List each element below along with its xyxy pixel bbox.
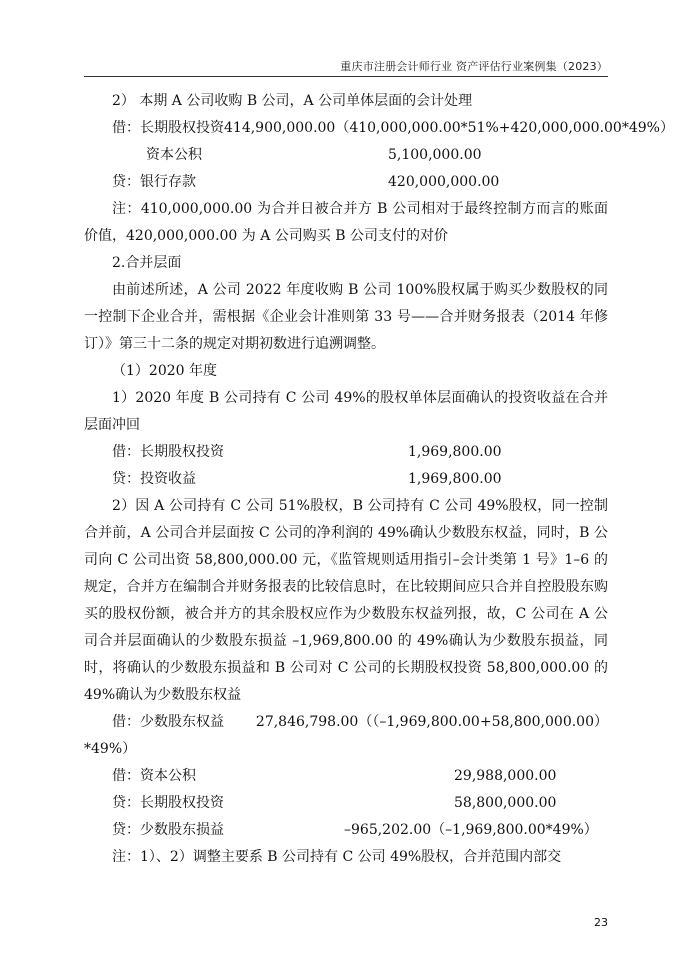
entry-label: 贷：银行存款 bbox=[112, 174, 196, 190]
item-1: 1）2020 年度 B 公司持有 C 公司 49%的股权单体层面确认的投资收益在合并层面冲回 bbox=[84, 390, 608, 433]
entry-label: 借：资本公积 bbox=[112, 768, 196, 784]
entry-amount: –965,202.00（–1,969,800.00*49%） bbox=[344, 822, 598, 838]
note-2: 注：1）、2）调整主要系 B 公司持有 C 公司 49%股权，合并范围内部交 bbox=[112, 849, 562, 865]
entry-amount: 1,969,800.00 bbox=[408, 471, 502, 487]
entry-continuation: *49%） bbox=[84, 741, 137, 757]
entry-label: 贷：长期股权投资 bbox=[112, 795, 224, 811]
page-number: 23 bbox=[594, 916, 608, 929]
paragraph-retrospective: 由前述所述，A 公司 2022 年度收购 B 公司 100%股权属于购买少数股权的同一控制下企业合并，需根据《企业会计准则第 33 号——合并财务报表（2014 年修订）》第三十二条的规定对期初数进行追溯调整。 bbox=[84, 282, 608, 352]
entry-amount: 5,100,000.00 bbox=[388, 147, 482, 163]
step-heading-2: 2） 本期 A 公司收购 B 公司，A 公司单体层面的会计处理 bbox=[112, 93, 473, 109]
journal-entry-debit-capital-reserve bbox=[84, 763, 608, 790]
journal-entry-debit-ltei bbox=[84, 115, 674, 142]
entry-label: 借：少数股东权益 bbox=[112, 714, 224, 730]
item-2: 2）因 A 公司持有 C 公司 51%股权，B 公司持有 C 公司 49%股权，同一控制合并前，A 公司合并层面按 C 公司的净利润的 49%确认少数股东权益，同时，B 公司向 C 公司出资 58,800,000.00 元，《监管规则适用指引–会计类第 1 号》1–6 的规定，合并方在编制合并财务报表的比较信息时，在比较期间应只合并自控股股东购买的股权份额，被合并方的其余股权应作为少数股东权益列报，故，C 公司在 A 公司合并层面确认的少数股东损益 –1,969,800.00 的 49%确认为少数股东损益，同时，将确认的少数股东损益和 B 公司对 C 公司的长期股权投资 58,800,000.00 的 49%确认为少数股东权益 bbox=[84, 498, 608, 703]
entry-label: 贷：投资收益 bbox=[112, 471, 196, 487]
section-heading-consolidated: 2.合并层面 bbox=[112, 255, 182, 271]
page-body bbox=[84, 88, 674, 871]
entry-amount: 58,800,000.00 bbox=[454, 795, 557, 811]
entry-amount: 1,969,800.00 bbox=[408, 444, 502, 460]
entry-amount: 420,000,000.00 bbox=[388, 174, 500, 190]
journal-entry-credit-minority-pnl bbox=[84, 817, 608, 844]
entry-label: 贷：少数股东损益 bbox=[112, 822, 224, 838]
journal-entry-credit-investment-income bbox=[84, 466, 608, 493]
journal-entry-capital-reserve bbox=[84, 142, 608, 169]
entry-amount: 414,900,000.00（410,000,000.00*51%+420,000,000.00*49%） bbox=[224, 120, 674, 136]
note-1: 注：410,000,000.00 为合并日被合并方 B 公司相对于最终控制方而言的账面价值，420,000,000.00 为 A 公司购买 B 公司支付的对价 bbox=[84, 201, 608, 244]
journal-entry-debit-minority-interest bbox=[84, 709, 608, 736]
running-header: 重庆市注册会计师行业 资产评估行业案例集（2023） bbox=[340, 60, 608, 73]
entry-amount: 27,846,798.00（（–1,969,800.00+58,800,000.00） bbox=[255, 714, 608, 730]
journal-entry-debit-ltei-2020 bbox=[84, 439, 608, 466]
entry-label: 资本公积 bbox=[146, 147, 202, 163]
header-rule bbox=[84, 76, 608, 77]
entry-label: 借：长期股权投资 bbox=[112, 120, 224, 136]
subheading-2020: （1）2020 年度 bbox=[112, 363, 217, 379]
journal-entry-credit-bank bbox=[84, 169, 608, 196]
entry-label: 借：长期股权投资 bbox=[112, 444, 224, 460]
journal-entry-credit-ltei bbox=[84, 790, 608, 817]
entry-amount: 29,988,000.00 bbox=[454, 768, 557, 784]
